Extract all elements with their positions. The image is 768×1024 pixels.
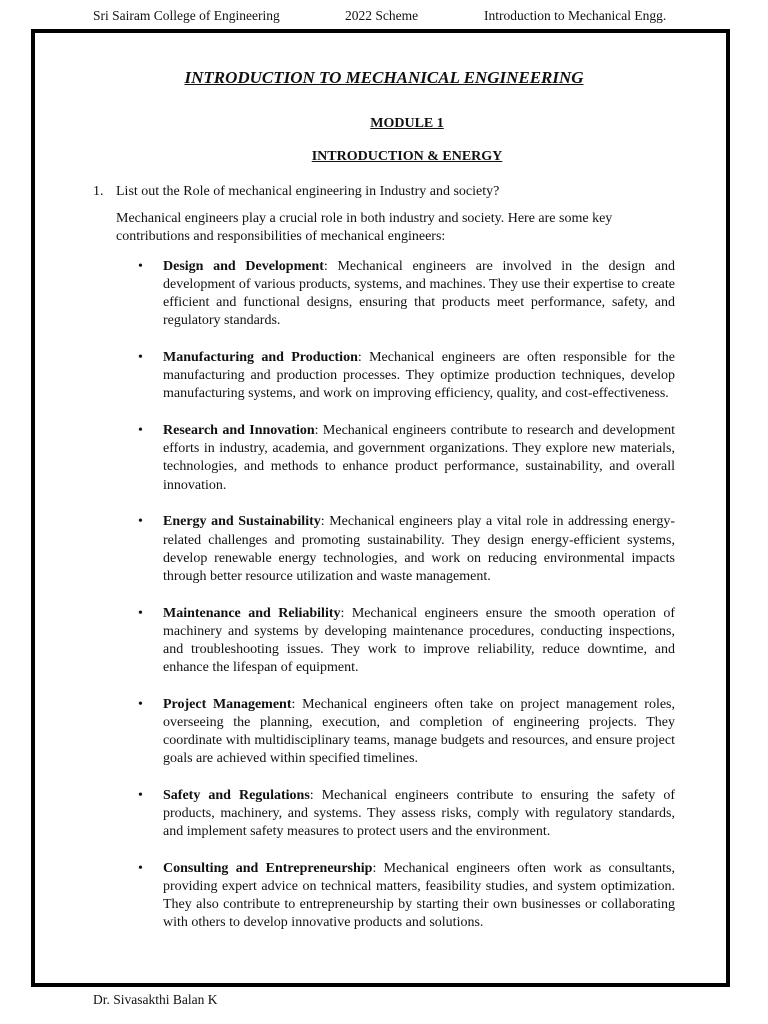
role-text: : Mechanical engineers contribute to ensuring the safety of products, machinery, and systems. They assess risks, comply with regulatory standards, and implement safety measures to protect users and the environment. xyxy=(163,787,676,840)
list-item xyxy=(138,513,676,585)
bullet: • xyxy=(138,787,143,803)
role-title: Research and Innovation xyxy=(163,423,315,439)
roles-list xyxy=(0,258,768,951)
footer-author: Dr. Sivasakthi Balan K xyxy=(93,992,218,1007)
bullet: • xyxy=(138,514,143,530)
bullet: • xyxy=(138,350,143,366)
header-scheme: 2022 Scheme xyxy=(345,8,419,23)
section-heading: INTRODUCTION & ENERGY xyxy=(311,149,503,164)
role-title: Safety and Regulations xyxy=(163,787,310,803)
bullet: • xyxy=(138,696,143,712)
role-title: Manufacturing and Production xyxy=(163,350,358,366)
question xyxy=(93,183,683,201)
document-title: INTRODUCTION TO MECHANICAL ENGINEERING xyxy=(184,68,584,87)
header-subject: Introduction to Mechanical Engg. xyxy=(484,8,667,23)
header-college: Sri Sairam College of Engineering xyxy=(93,8,280,23)
role-text: : Mechanical engineers often take on project management roles, overseeing the planning, execution, and completion of engineering projects. They coordinate with multidisciplinary teams, manage budgets and resources, and ensure project goals are achieved within specified timelines. xyxy=(163,696,675,767)
question-number: 1. xyxy=(93,184,104,199)
list-item xyxy=(138,605,675,677)
running-header xyxy=(0,8,768,26)
list-item xyxy=(138,787,676,841)
question-text: List out the Role of mechanical engineering in Industry and society? xyxy=(116,184,500,199)
bullet: • xyxy=(138,259,143,274)
role-text: : Mechanical engineers ensure the smooth operation of machinery and systems by developing maintenance procedures, conducting inspections, and troubleshooting issues. They work to improve reliability, reduce downtime, and enhance the lifespan of equipment. xyxy=(163,605,675,675)
role-text: : Mechanical engineers play a vital role in addressing energy-related challenges and promoting sustainability. They design energy-efficient systems, develop renewable energy technologies, and work on reducing environmental impacts through better resource utilization and waste management. xyxy=(163,514,676,584)
role-title: Maintenance and Reliability xyxy=(163,605,341,621)
list-item xyxy=(138,258,676,330)
bullet: • xyxy=(138,861,143,877)
role-title: Energy and Sustainability xyxy=(163,514,321,530)
list-item xyxy=(138,860,676,932)
role-text: : Mechanical engineers contribute to research and development efforts in industry, academia, and government organizations. They explore new materials, technologies, and methods to enhance product performance, sustainability, and overall innovation. xyxy=(163,423,675,493)
bullet: • xyxy=(138,605,143,621)
role-text: : Mechanical engineers are involved in the design and development of various products, systems, and machines. They use their expertise to create efficient and functional designs, ensuring that products meet performance, safety, and regulatory standards. xyxy=(163,259,676,329)
module-heading: MODULE 1 xyxy=(370,116,444,131)
list-item xyxy=(138,422,675,494)
role-text: : Mechanical engineers often work as consultants, providing expert advice on technical matters, feasibility studies, and system optimization. They also contribute to entrepreneurship by starting their own businesses or collaborating with others to develop innovative products and solutions. xyxy=(163,861,676,931)
intro-paragraph: Mechanical engineers play a crucial role in both industry and society. Here are some key contributions and responsibilities of mechanical engineers: xyxy=(116,211,613,244)
list-item xyxy=(138,696,675,768)
role-title: Consulting and Entrepreneurship xyxy=(163,861,373,877)
role-title: Project Management xyxy=(163,696,292,712)
role-text: : Mechanical engineers are often responsible for the manufacturing and production processes. They optimize production techniques, develop manufacturing systems, and work on improving efficiency, quality, and cost-effectiveness. xyxy=(163,350,675,402)
bullet: • xyxy=(138,423,143,439)
role-title: Design and Development xyxy=(163,259,324,274)
list-item xyxy=(138,349,675,403)
